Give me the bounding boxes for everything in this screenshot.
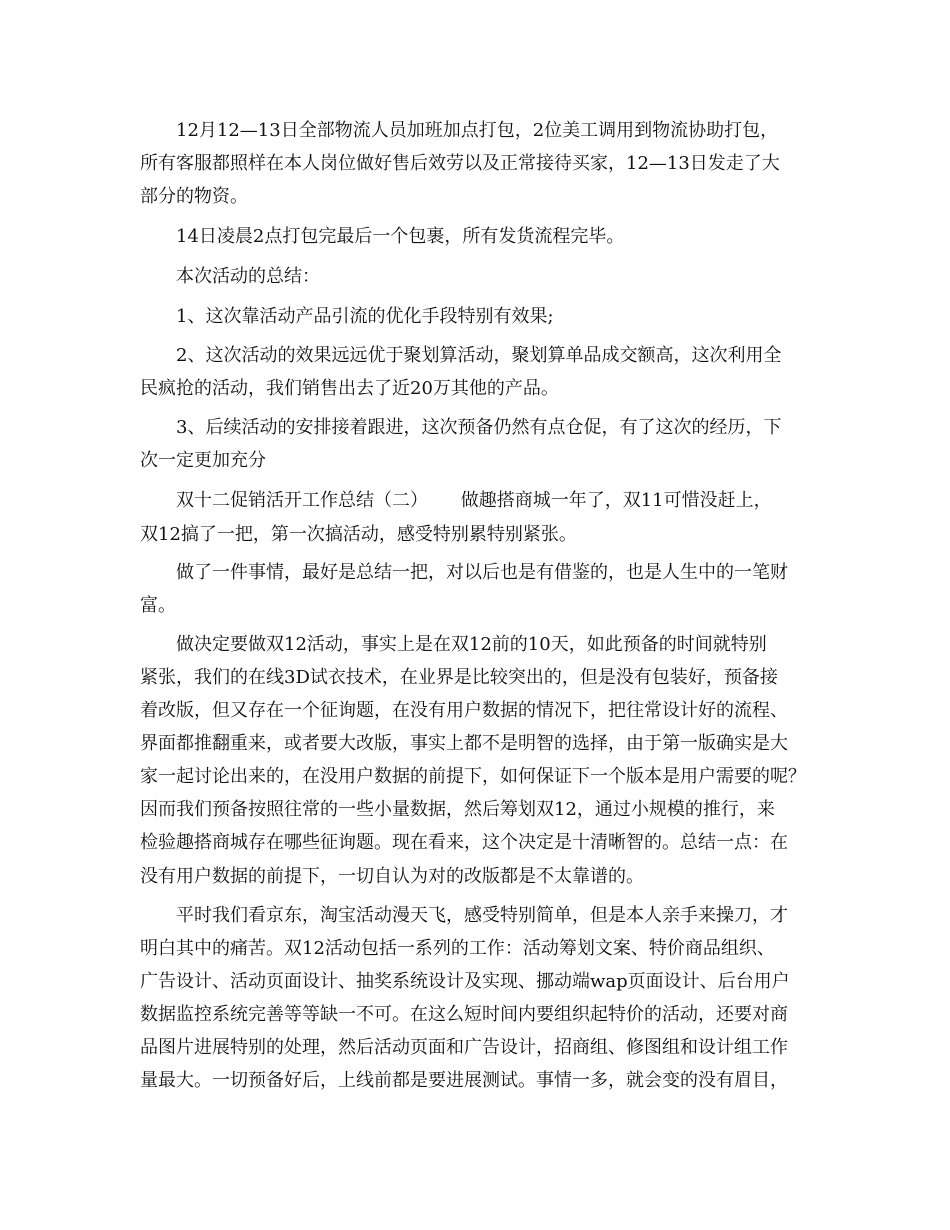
text-line: 双12搞了一把，第一次搞活动，感受特别累特别紧张。 [140, 524, 577, 545]
text-line: 着改版，但又存在一个征询题，在没有用户数据的情况下，把往常设计好的流程、 [140, 700, 788, 721]
text-line: 12月12—13日全部物流人员加班加点打包，2位美工调用到物流协助打包， [140, 120, 779, 141]
text-line: 所有客服都照样在本人岗位做好售后效劳以及正常接待买家，12—13日发走了大 [140, 153, 780, 174]
text-line: 做决定要做双12活动，事实上是在双12前的10天，如此预备的时间就特别 [140, 634, 767, 655]
text-line: 做了一件事情，最好是总结一把，对以后也是有借鉴的，也是人生中的一笔财 [140, 562, 788, 583]
text-line: 界面都推翻重来，或者要大改版，事实上都不是明智的选择，由于第一版确实是大 [140, 733, 788, 754]
text-line: 数据监控系统完善等等缺一不可。在这么短时间内要组织起特价的活动，还要对商 [140, 1004, 788, 1025]
text-line: 1、这次靠活动产品引流的优化手段特别有效果; [140, 306, 554, 327]
text-line: 民疯抢的活动，我们销售出去了近20万其他的产品。 [140, 378, 559, 399]
text-line: 因而我们预备按照往常的一些小量数据，然后筹划双12，通过小规模的推行，来 [140, 799, 775, 820]
text-line: 富。 [140, 595, 176, 616]
text-line: 2、这次活动的效果远远优于聚划算活动，聚划算单品成交额高，这次利用全 [140, 345, 782, 366]
text-line: 3、后续活动的安排接着跟进，这次预备仍然有点仓促，有了这次的经历，下 [140, 417, 782, 438]
text-line: 量最大。一切预备好后，上线前都是要进展测试。事情一多，就会变的没有眉目， [140, 1070, 788, 1091]
text-line: 次一定更加充分 [140, 450, 266, 471]
text-line: 本次活动的总结： [140, 266, 320, 287]
text-line: 14日凌晨2点打包完最后一个包裹，所有发货流程完毕。 [140, 226, 625, 247]
text-line: 没有用户数据的前提下，一切自认为对的改版都是不太靠谱的。 [140, 866, 644, 887]
text-line: 广告设计、活动页面设计、抽奖系统设计及实现、挪动端wap页面设计、后台用户 [140, 971, 790, 992]
text-line: 品图片进展特别的处理，然后活动页面和广告设计，招商组、修图组和设计组工作 [140, 1037, 788, 1058]
text-line: 紧张，我们的在线3D试衣技术，在业界是比较突出的，但是没有包装好，预备接 [140, 667, 778, 688]
text-line: 部分的物资。 [140, 186, 248, 207]
text-line: 检验趣搭商城存在哪些征询题。现在看来，这个决定是十清晰智的。总结一点：在 [140, 832, 788, 853]
text-line: 明白其中的痛苦。双12活动包括一系列的工作：活动筹划文案、特价商品组织、 [140, 938, 775, 959]
text-line: 平时我们看京东，淘宝活动漫天飞，感受特别简单，但是本人亲手来操刀，才 [140, 905, 788, 926]
text-line: 家一起讨论出来的，在没用户数据的前提下，如何保证下一个版本是用户需要的呢？ [140, 766, 806, 787]
text-line: 双十二促销活开工作总结（二） 做趣搭商城一年了，双11可惜没赶上， [140, 490, 772, 511]
